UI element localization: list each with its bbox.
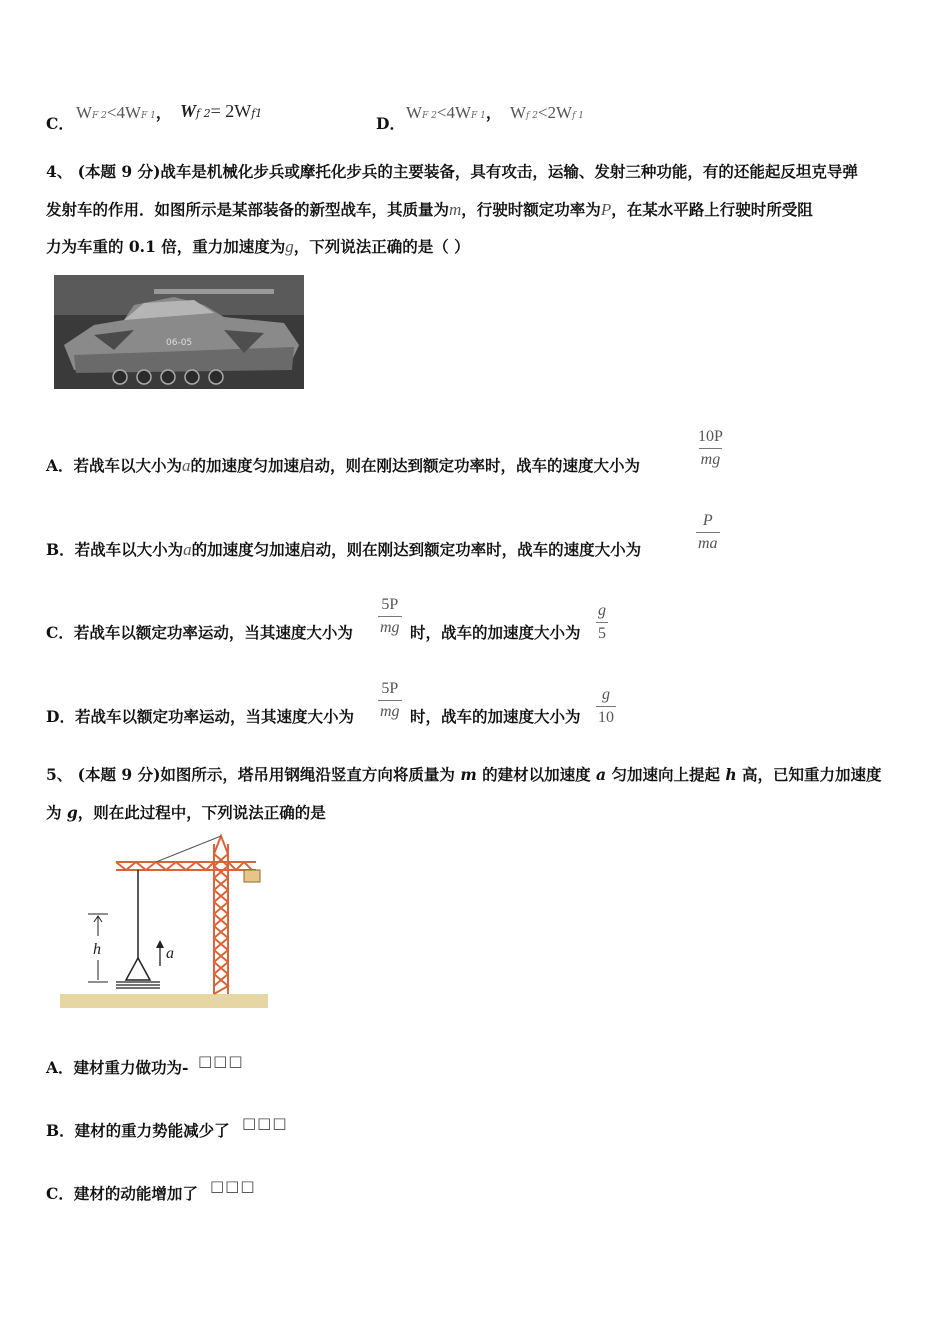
option-c-top (46, 116, 74, 133)
fraction-numerator: g (598, 602, 606, 619)
var-g: g (66, 803, 78, 822)
sling (126, 958, 150, 980)
formula-part: W (76, 103, 93, 122)
text-run: 建材的动能增加了 (73, 1184, 198, 1203)
option-label: C． (46, 114, 74, 133)
formula-sub: f 2 (196, 107, 211, 120)
formula-part: <4W (106, 103, 142, 122)
stay-cable (156, 836, 221, 862)
building-material (116, 982, 160, 988)
q4-option-d (46, 709, 354, 725)
q5-option-b (46, 1123, 230, 1139)
var-g: g (285, 237, 294, 256)
var-p: P (600, 200, 612, 219)
fraction-numerator: 5P (381, 680, 399, 697)
formula-part: <4W (436, 103, 472, 122)
q5-option-a-formula: □□□ (198, 1052, 244, 1070)
q4-line-1: 4、 (本题 9 分)战车是机械化步兵或摩托化步兵的主要装备，具有攻击，运输、发射三种功能，有的还能起反坦克导弹 (46, 162, 858, 181)
var-h: h (725, 765, 737, 784)
option-label: D． (376, 114, 405, 133)
formula-sub: F 2 (422, 111, 437, 121)
formula-sub: f 1 (572, 111, 585, 121)
option-c-formula (76, 103, 171, 123)
var-m: m (460, 765, 477, 784)
option-d-top (376, 116, 405, 133)
var-a: a (183, 540, 192, 559)
q4-option-b (46, 541, 641, 558)
q5-line-2 (46, 805, 326, 821)
formula-sub: f1 (251, 107, 263, 120)
q4-option-d-tail: 时，战车的加速度大小为 (410, 707, 581, 726)
crane-diagram (56, 832, 272, 1012)
text-run: 高，已知重力加速度 (736, 765, 882, 784)
crane-tower (116, 836, 256, 994)
label-a: a (166, 945, 174, 962)
separator: ， (485, 103, 502, 122)
fraction-denominator: mg (699, 448, 723, 469)
text-run: 的加速度匀加速启动，则在刚达到额定功率时，战车的速度大小为 (191, 540, 642, 559)
option-label: D． (46, 707, 75, 726)
text-run: 若战车以额定功率运动，当其速度大小为 (73, 623, 353, 642)
formula-part: W (510, 103, 527, 122)
text-run: 若战车以大小为 (73, 456, 183, 475)
text-run: ，则在此过程中，下列说法正确的是 (77, 803, 326, 822)
option-d-formula (406, 103, 501, 123)
fraction-numerator: g (602, 686, 610, 703)
q4-option-c (46, 625, 353, 641)
option-d-formula-2 (510, 103, 584, 123)
text-run: 5、 (本题 9 分)如图所示，塔吊用钢绳沿竖直方向将质量为 (46, 765, 461, 784)
formula-part: W (180, 101, 197, 121)
text-run: 发射车的作用．如图所示是某部装备的新型战车，其质量为 (46, 200, 450, 219)
q4-line-2 (46, 201, 813, 218)
text-run: ，行驶时额定功率为 (461, 200, 601, 219)
option-label: C． (46, 1184, 74, 1203)
ground (60, 994, 268, 1008)
option-label: B． (46, 540, 75, 559)
q4-option-b-fraction (694, 512, 722, 553)
counterweight (244, 870, 260, 882)
arrow-head (156, 940, 164, 948)
formula-part: <2W (537, 103, 573, 122)
q5-option-c-formula: □□□ (210, 1177, 256, 1195)
fraction-numerator: P (702, 512, 713, 529)
text-run: 为 (46, 803, 67, 822)
q4-option-d-fraction-1 (376, 680, 404, 721)
text-run: 的建材以加速度 (476, 765, 597, 784)
text-run: ，下列说法正确的是（ ） (293, 237, 470, 256)
var-a: a (182, 456, 191, 475)
formula-sub: f 2 (526, 111, 538, 121)
tank-photo (54, 275, 304, 389)
option-label: B． (46, 1121, 75, 1140)
q5-line-1 (46, 767, 882, 783)
label-h: h (93, 941, 101, 958)
formula-part: W (406, 103, 423, 122)
fraction-denominator: mg (378, 616, 402, 637)
formula-sub: F 2 (92, 111, 107, 121)
fraction-denominator: 5 (596, 622, 608, 643)
q4-line-3 (46, 238, 470, 255)
text-run: 若战车以额定功率运动，当其速度大小为 (74, 707, 354, 726)
fraction-numerator: 5P (381, 596, 399, 613)
formula-sub: F 1 (471, 111, 486, 121)
option-label: A． (46, 456, 74, 475)
formula-part: = 2W (210, 101, 252, 121)
option-c-formula-2 (180, 101, 262, 122)
text-run: ，在某水平路上行驶时所受阻 (611, 200, 813, 219)
option-label: C． (46, 623, 74, 642)
q5-option-b-formula: □□□ (242, 1114, 288, 1132)
text-run: 的加速度匀加速启动，则在刚达到额定功率时，战车的速度大小为 (190, 456, 641, 475)
text-run: 若战车以大小为 (74, 540, 184, 559)
option-label: A． (46, 1058, 74, 1077)
q5-option-a (46, 1060, 188, 1076)
fraction-denominator: ma (696, 532, 720, 553)
q4-option-c-fraction-2 (594, 602, 610, 643)
formula-sub: F 1 (141, 111, 156, 121)
var-a: a (596, 765, 607, 784)
separator: ， (155, 103, 172, 122)
text-run: 力为车重的 0.1 倍，重力加速度为 (46, 237, 286, 256)
var-m: m (449, 200, 462, 219)
tank-number: 06-05 (166, 338, 193, 348)
q5-option-c (46, 1186, 198, 1202)
tank-illustration (54, 275, 304, 389)
q4-option-d-fraction-2 (594, 686, 618, 727)
q4-option-c-tail: 时，战车的加速度大小为 (410, 623, 581, 642)
q4-option-a (46, 457, 640, 474)
fraction-denominator: 10 (596, 706, 616, 727)
text-run: 建材重力做功为- (73, 1058, 189, 1077)
fraction-numerator: 10P (698, 428, 723, 445)
q4-option-c-fraction-1 (376, 596, 404, 637)
fraction-denominator: mg (378, 700, 402, 721)
text-run: 匀加速向上提起 (606, 765, 726, 784)
q4-option-a-fraction (694, 428, 727, 469)
text-run: 建材的重力势能减少了 (74, 1121, 230, 1140)
